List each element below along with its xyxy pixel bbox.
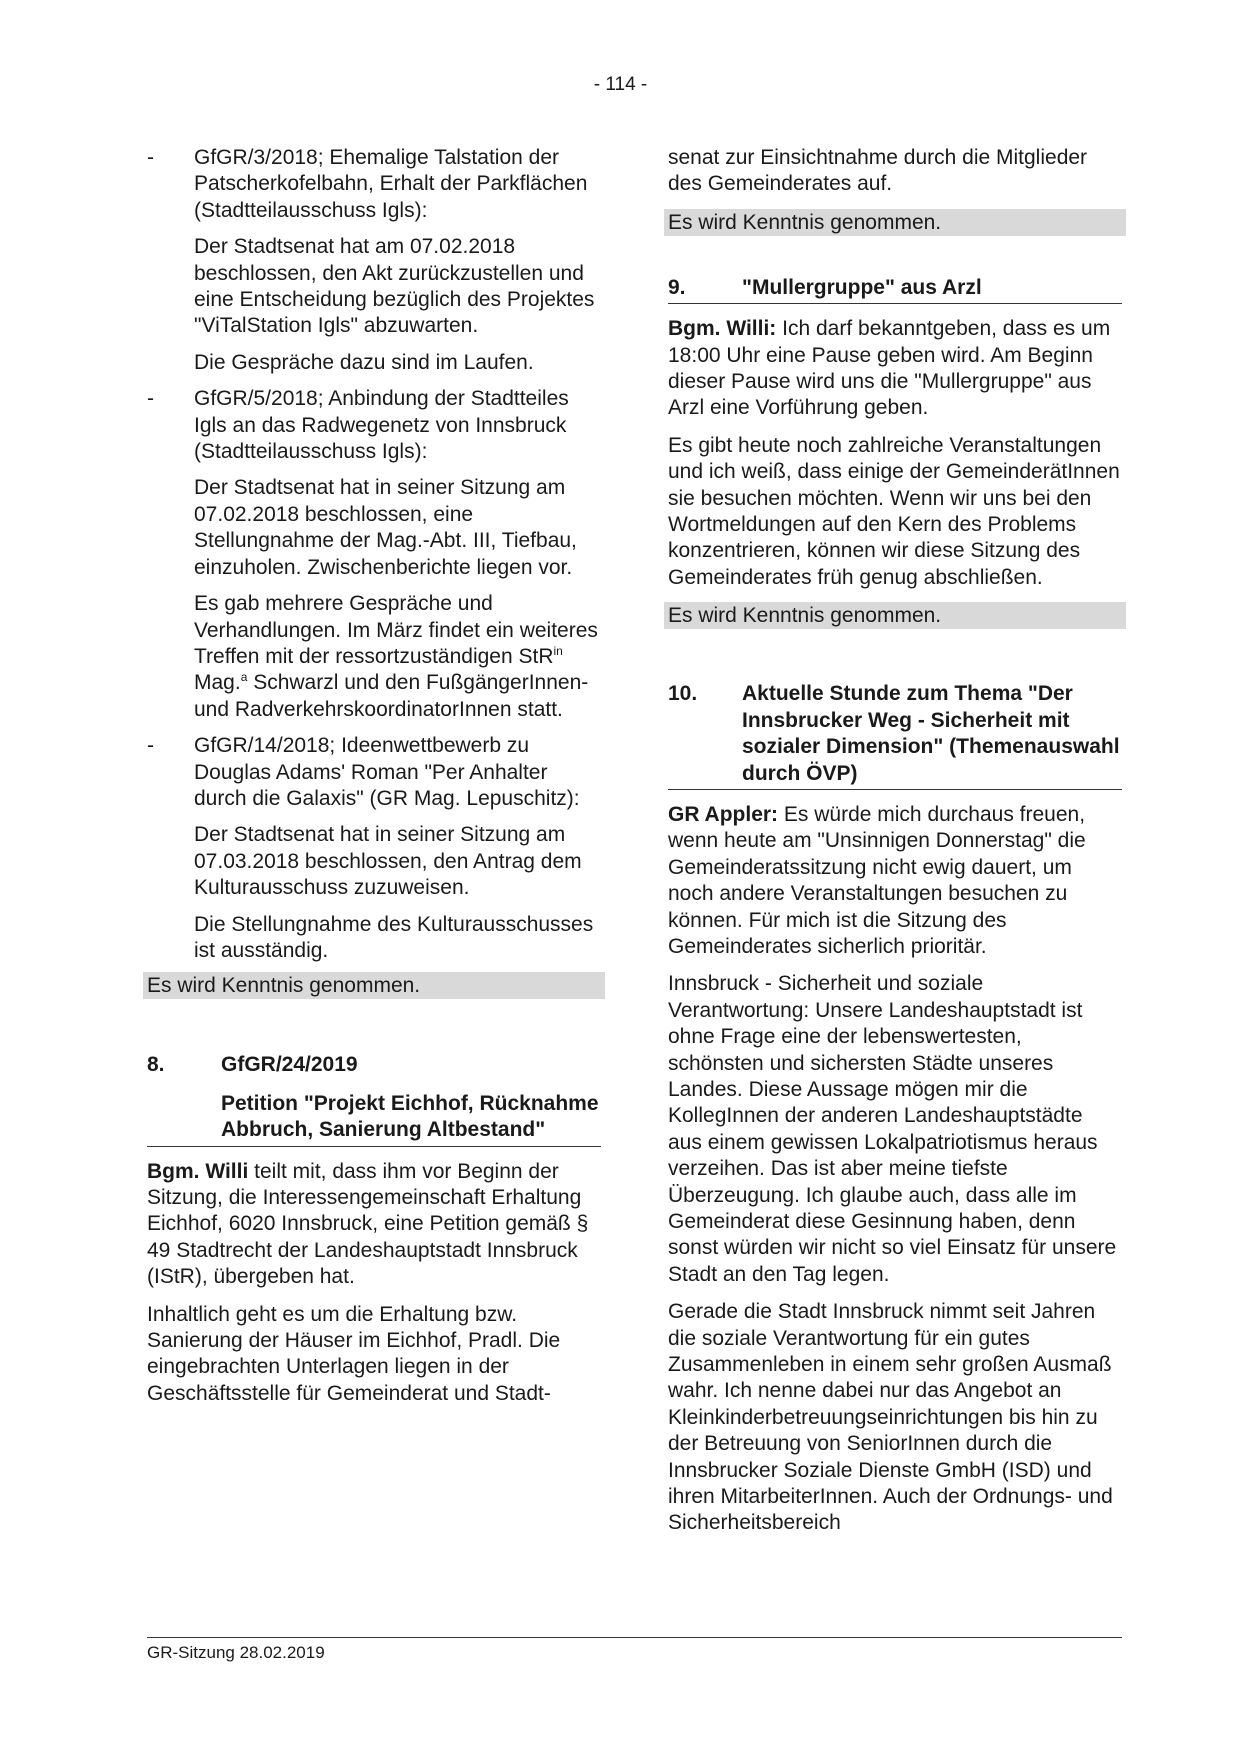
list-dash: -	[147, 734, 154, 758]
section-title: "Mullergruppe" aus Arzl	[742, 275, 982, 299]
paragraph: Gerade die Stadt Innsbruck nimmt seit Jahren die soziale Verantwortung für ein gutes Zusammenleben in einem sehr großen Ausmaß wahr. Ich nenne dabei nur das Angebot an Kleinkinderbetreuungseinrichtungen bis hin zu der Betreuung von SeniorInnen durch die Innsbrucker Soziale Dienste GmbH (ISD) und ihren MitarbeiterInnen. Auch der Ordnungs- und Sicherheitsbereich	[668, 1300, 1113, 1535]
item-text: Die Stellungnahme des Kulturausschusses ist ausständig.	[194, 912, 594, 962]
section-title: Aktuelle Stunde zum Thema "Der Innsbrucker Weg - Sicherheit mit sozialer Dimension" (Themenauswahl durch ÖVP)	[742, 682, 1120, 785]
paragraph: Bgm. Willi teilt mit, dass ihm vor Beginn der Sitzung, die Interessengemeinschaft Erhaltung Eichhof, 6020 Innsbruck, eine Petition gemäß § 49 Stadtrecht der Landeshauptstadt Innsbruck (IStR), übergeben hat.	[147, 1159, 589, 1289]
section-number: 9.	[668, 275, 686, 299]
item-title: GfGR/3/2018; Ehemalige Talstation der Patscherkofelbahn, Erhalt der Parkflächen (Stadtteilausschuss Igls):	[194, 146, 588, 222]
section-number: 10.	[668, 682, 698, 706]
list-item	[147, 733, 601, 812]
section-number: 8.	[147, 1053, 165, 1077]
paragraph: Bgm. Willi: Ich darf bekanntgeben, dass es um 18:00 Uhr eine Pause geben wird. Am Beginn dieser Pause wird uns die "Mullergruppe" aus Arzl eine Vorführung geben.	[668, 317, 1111, 420]
footer: GR-Sitzung 28.02.2019	[147, 1643, 325, 1662]
item-title: GfGR/5/2018; Anbindung der Stadtteiles Igls an das Radwegenetz von Innsbruck (Stadtteilausschuss Igls):	[194, 387, 569, 464]
list-item	[147, 386, 601, 465]
note-kenntnis: Es wird Kenntnis genommen.	[664, 209, 1126, 236]
section-title: GfGR/24/2019	[221, 1053, 358, 1077]
item-text: Die Gespräche dazu sind im Laufen.	[194, 350, 534, 374]
note-kenntnis: Es wird Kenntnis genommen.	[143, 972, 605, 999]
right-column	[668, 145, 1122, 1548]
page-number: - 114 -	[593, 74, 648, 95]
list-dash: -	[147, 387, 154, 411]
paragraph: Innsbruck - Sicherheit und soziale Verantwortung: Unsere Landeshauptstadt ist ohne Frage eine der lebenswertesten, schönsten und sichersten Städte unseres Landes. Diese Aussage mögen mir die KollegInnen der anderen Landeshauptstädte aus einem gewissen Lokalpatriotismus heraus verzeihen. Das ist aber meine tiefste Überzeugung. Ich glaube auch, dass alle im Gemeinderat diese Gesinnung haben, denn sonst würden wir nicht so viel Einsatz für unsere Stadt an den Tag legen.	[668, 972, 1117, 1286]
item-text: Der Stadtsenat hat in seiner Sitzung am 07.02.2018 beschlossen, eine Stellungnahme der Mag.-Abt. III, Tiefbau, einzuholen. Zwischenberichte liegen vor.	[194, 476, 577, 579]
item-text: Der Stadtsenat hat in seiner Sitzung am 07.03.2018 beschlossen, den Antrag dem Kulturausschuss zuzuweisen.	[194, 823, 582, 900]
list-dash: -	[147, 146, 154, 169]
item-text: Es gab mehrere Gespräche und Verhandlungen. Im März findet ein weiteres Treffen mit der ressortzuständigen StR$^{in}$ Mag.$^a$ Schwarzl und den FußgängerInnen- und RadverkehrskoordinatorInnen statt.	[194, 592, 598, 721]
left-column	[147, 145, 601, 1418]
paragraph: Inhaltlich geht es um die Erhaltung bzw. Sanierung der Häuser im Eichhof, Pradl. Die eingebrachten Unterlagen liegen in der Geschäftsstelle für Gemeinderat und Stadt-	[147, 1302, 561, 1405]
paragraph: senat zur Einsichtnahme durch die Mitglieder des Gemeinderates auf.	[668, 146, 1088, 196]
item-text: Der Stadtsenat hat am 07.02.2018 beschlossen, den Akt zurückzustellen und eine Entscheidung bezüglich des Projektes "ViTalStation Igls" abzuwarten.	[194, 235, 595, 338]
list-item	[147, 145, 601, 224]
section-heading-8	[147, 1052, 601, 1078]
footer-rule	[147, 1637, 1122, 1638]
note-kenntnis: Es wird Kenntnis genommen.	[664, 602, 1126, 629]
paragraph: Es gibt heute noch zahlreiche Veranstaltungen und ich weiß, dass einige der GemeinderätInnen sie besuchen möchten. Wenn wir uns bei den Wortmeldungen auf den Kern des Problems konzentrieren, können wir diese Sitzung des Gemeinderates früh genug abschließen.	[668, 433, 1120, 589]
section-heading-10	[668, 681, 1122, 790]
section-heading-9	[668, 275, 1122, 304]
section-subtitle: Petition "Projekt Eichhof, Rücknahme Abbruch, Sanierung Altbestand"	[147, 1091, 601, 1147]
paragraph: GR Appler: Es würde mich durchaus freuen, wenn heute am "Unsinnigen Donnerstag" die Gemeinderatssitzung nicht ewig dauert, um noch andere Veranstaltungen besuchen zu können. Für mich ist die Sitzung des Gemeinderates sicherlich prioritär.	[668, 802, 1086, 958]
item-title: GfGR/14/2018; Ideenwettbewerb zu Douglas Adams' Roman "Per Anhalter durch die Galaxis" (GR Mag. Lepuschitz):	[194, 734, 580, 810]
